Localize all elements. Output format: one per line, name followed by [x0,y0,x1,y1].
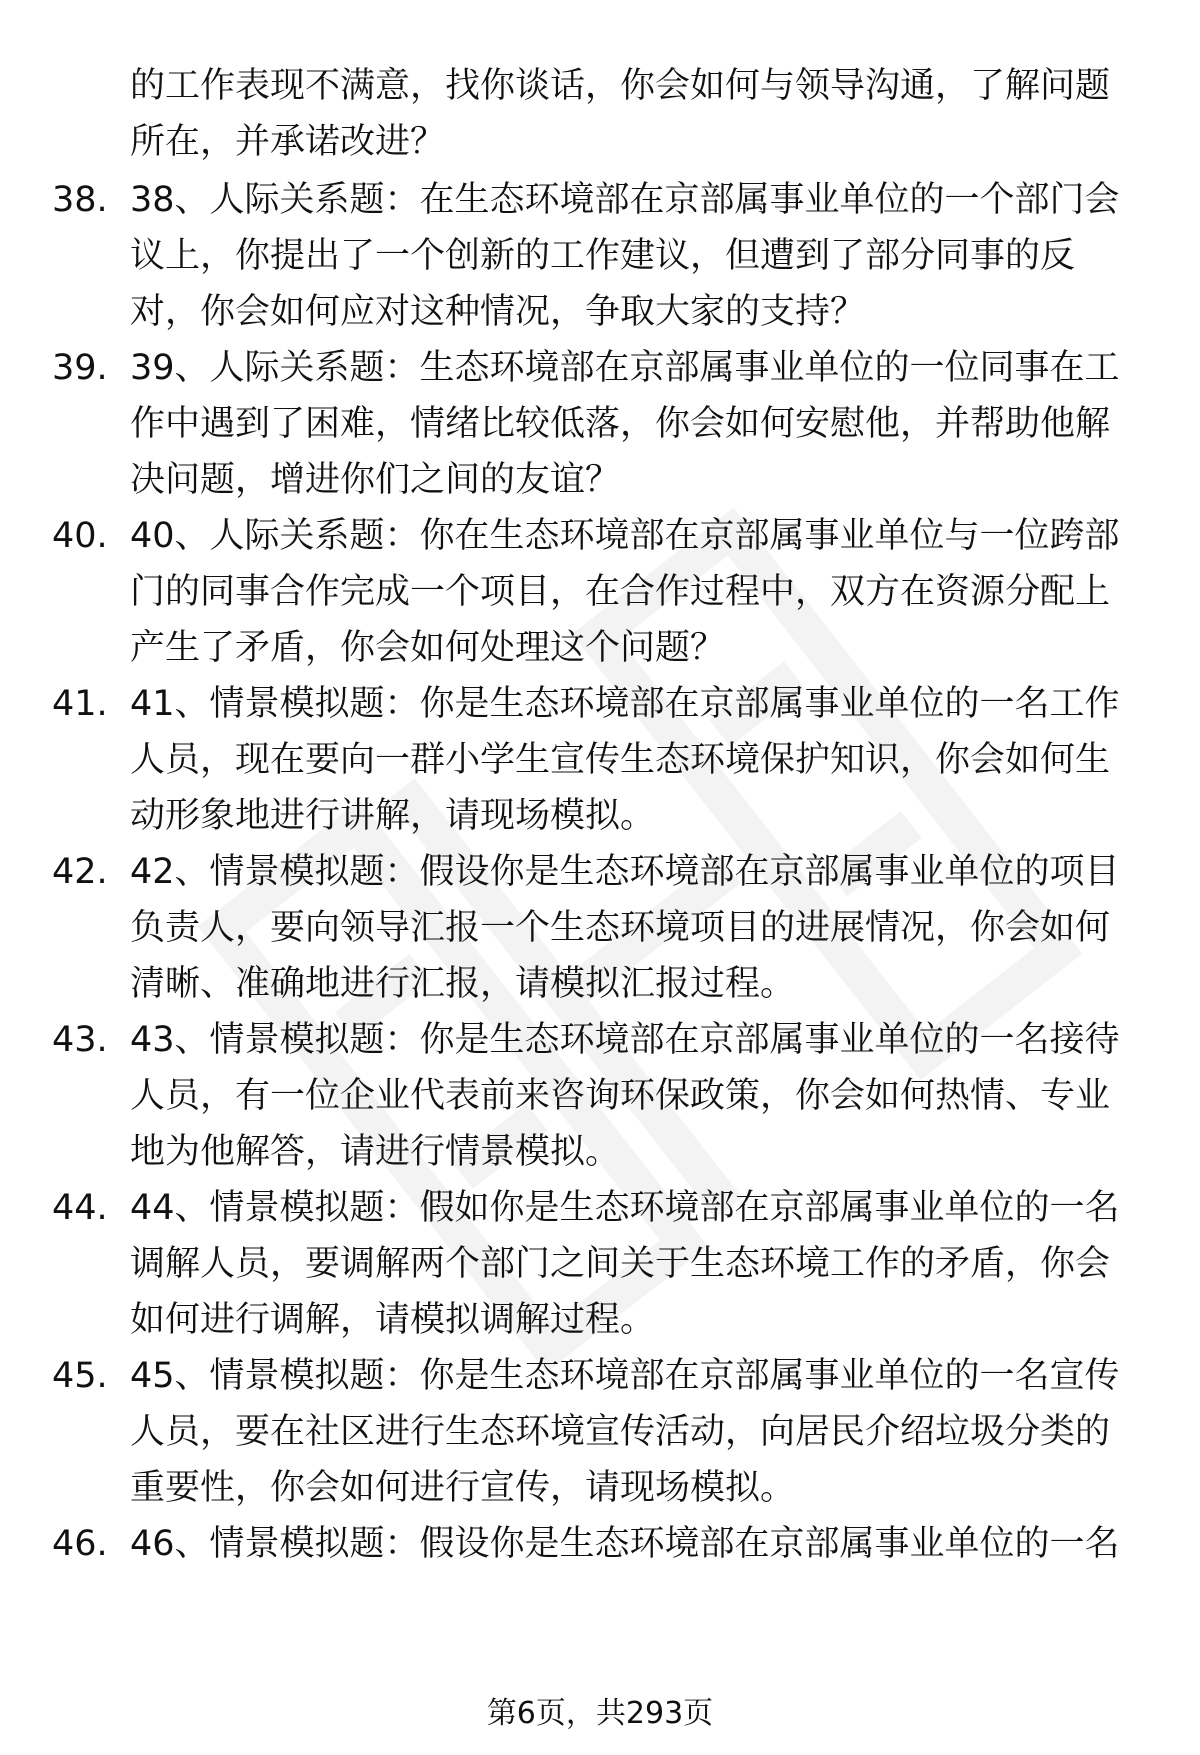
question-number: 39. [52,348,108,388]
question-text: 38、人际关系题：在生态环境部在京部属事业单位的一个部门会议上，你提出了一个创新的工作建议，但遭到了部分同事的反对，你会如何应对这种情况，争取大家的支持？ [130,180,1120,332]
question-number: 46. [52,1524,108,1564]
question-text: 46、情景模拟题：假设你是生态环境部在京部属事业单位的一名 [130,1524,1120,1564]
question-text: 40、人际关系题：你在生态环境部在京部属事业单位与一位跨部门的同事合作完成一个项目，在合作过程中，双方在资源分配上产生了矛盾，你会如何处理这个问题？ [130,516,1120,668]
question-text: 45、情景模拟题：你是生态环境部在京部属事业单位的一名宣传人员，要在社区进行生态环境宣传活动，向居民介绍垃圾分类的重要性，你会如何进行宣传，请现场模拟。 [130,1356,1120,1508]
question-text: 42、情景模拟题：假设你是生态环境部在京部属事业单位的项目负责人，要向领导汇报一个生态环境项目的进展情况，你会如何清晰、准确地进行汇报，请模拟汇报过程。 [130,852,1120,1004]
question-text: 43、情景模拟题：你是生态环境部在京部属事业单位的一名接待人员，有一位企业代表前来咨询环保政策，你会如何热情、专业地为他解答，请进行情景模拟。 [130,1020,1120,1172]
question-number: 42. [52,852,108,892]
question-text: 39、人际关系题：生态环境部在京部属事业单位的一位同事在工作中遇到了困难，情绪比较低落，你会如何安慰他，并帮助他解决问题，增进你们之间的友谊？ [130,348,1120,500]
question-number: 45. [52,1356,108,1396]
continuation-text: 的工作表现不满意，找你谈话，你会如何与领导沟通，了解问题所在，并承诺改进？ [130,66,1111,162]
question-number: 41. [52,684,108,724]
question-number: 40. [52,516,108,556]
question-number: 43. [52,1020,108,1060]
question-text: 41、情景模拟题：你是生态环境部在京部属事业单位的一名工作人员，现在要向一群小学生宣传生态环境保护知识，你会如何生动形象地进行讲解，请现场模拟。 [130,684,1120,836]
question-number: 38. [52,180,108,220]
question-text: 44、情景模拟题：假如你是生态环境部在京部属事业单位的一名调解人员，要调解两个部门之间关于生态环境工作的矛盾，你会如何进行调解，请模拟调解过程。 [130,1188,1120,1340]
question-number: 44. [52,1188,108,1228]
page-footer: 第6页，共293页 [486,1696,714,1731]
